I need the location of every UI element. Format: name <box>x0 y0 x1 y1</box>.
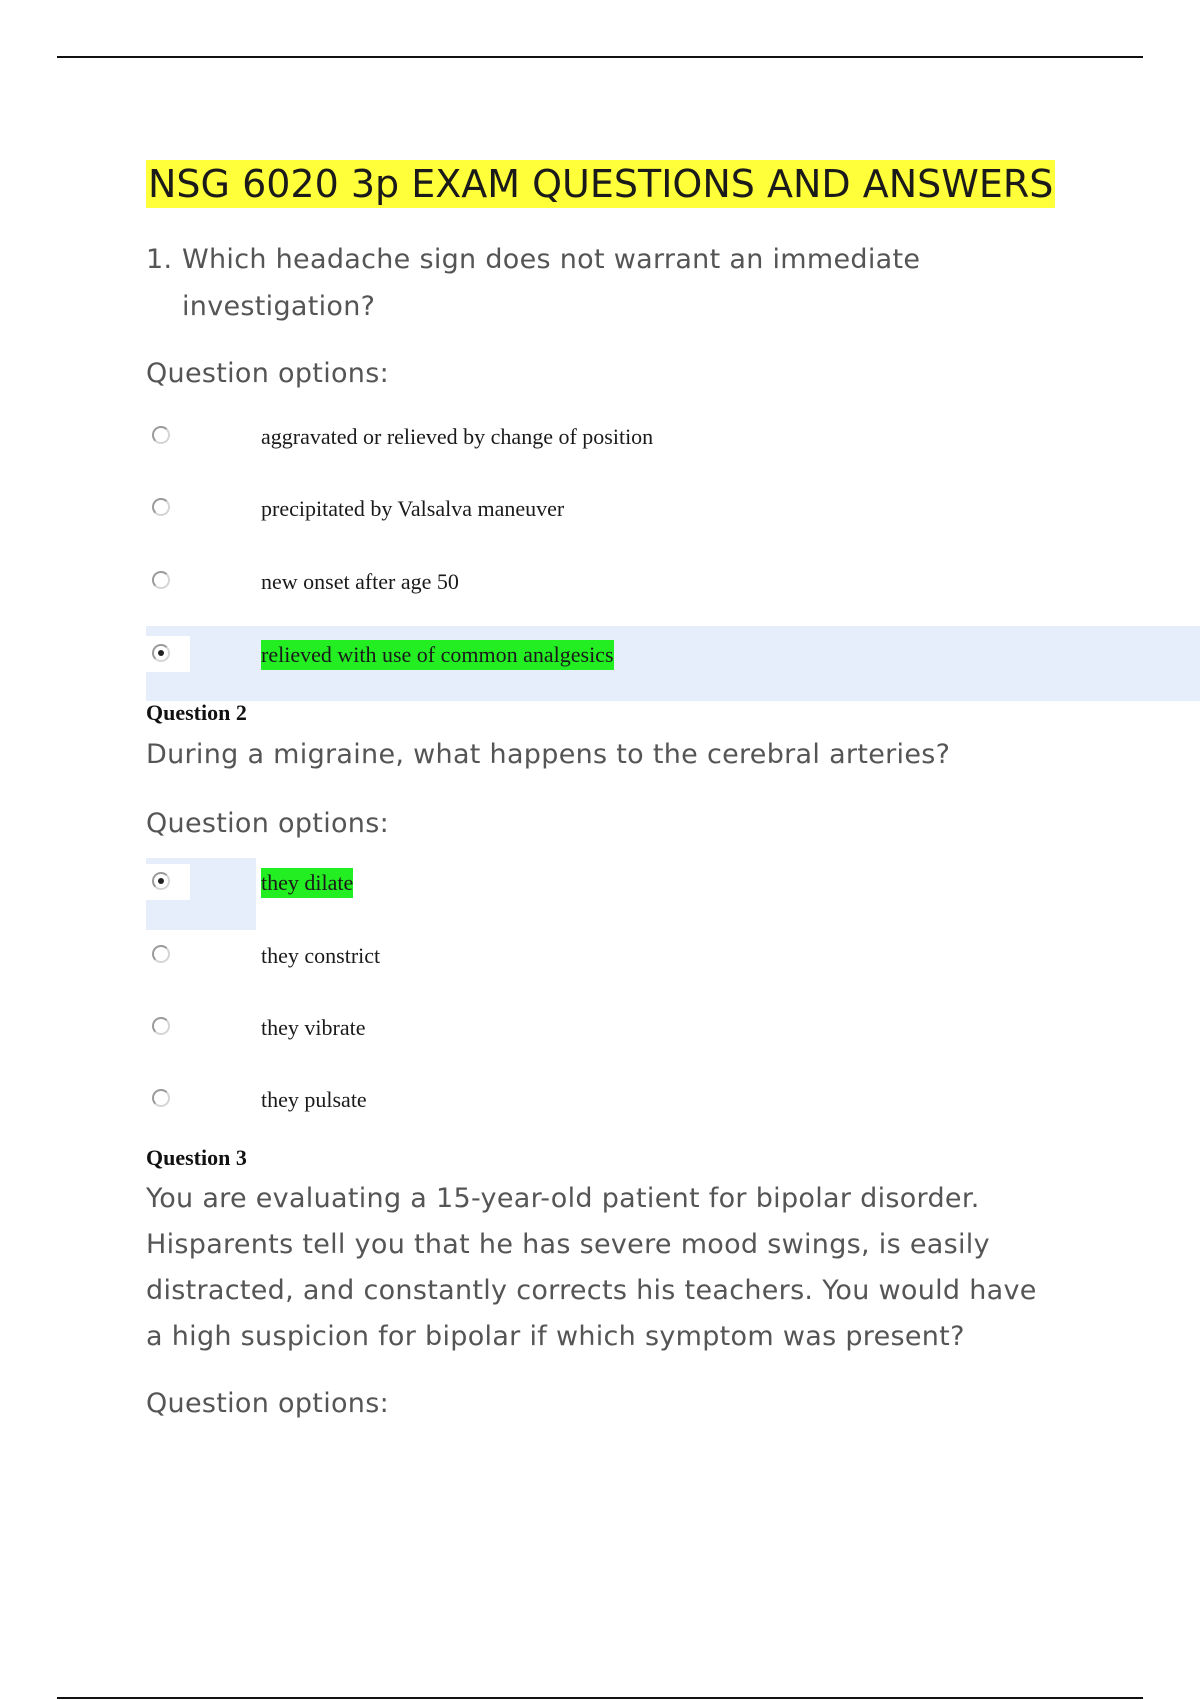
question-1-options-label: Question options: <box>146 358 389 389</box>
question-3-text-line: distracted, and constantly corrects his teachers. You would have <box>146 1275 1037 1306</box>
question-1-text: Which headache sign does not warrant an immediate investigation? <box>182 244 921 322</box>
option-label: aggravated or relieved by change of position <box>261 424 654 449</box>
question-2-options-label: Question options: <box>146 808 389 839</box>
option-label: they constrict <box>261 943 381 968</box>
question-1-option-3[interactable] <box>146 567 1046 603</box>
question-1-option-4[interactable] <box>146 640 1046 676</box>
radio-button[interactable] <box>152 1089 170 1107</box>
question-2-option-3[interactable] <box>146 1013 1046 1049</box>
radio-button[interactable] <box>152 1017 170 1035</box>
question-2-text: During a migraine, what happens to the cerebral arteries? <box>146 739 951 770</box>
question-1 <box>146 236 1046 330</box>
document-title: NSG 6020 3p EXAM QUESTIONS AND ANSWERS <box>148 162 1054 206</box>
radio-button[interactable] <box>152 426 170 444</box>
question-2-option-2[interactable] <box>146 941 1046 977</box>
question-3-text-line: a high suspicion for bipolar if which symptom was present? <box>146 1321 965 1352</box>
bottom-rule <box>57 1697 1143 1699</box>
question-3-text-line: You are evaluating a 15-year-old patient for bipolar disorder. <box>146 1183 980 1214</box>
question-2-option-4[interactable] <box>146 1085 1046 1121</box>
option-label: they vibrate <box>261 1015 366 1040</box>
radio-button[interactable] <box>152 498 170 516</box>
question-3-header: Question 3 <box>146 1145 247 1170</box>
radio-button-selected[interactable] <box>152 872 170 890</box>
option-label: new onset after age 50 <box>261 569 459 594</box>
question-3-text-line: Hisparents tell you that he has severe mood swings, is easily <box>146 1229 990 1260</box>
question-1-number: 1. <box>146 244 173 275</box>
radio-button-selected[interactable] <box>152 644 170 662</box>
radio-button[interactable] <box>152 571 170 589</box>
question-1-option-2[interactable] <box>146 494 1046 530</box>
question-2-header: Question 2 <box>146 700 247 725</box>
question-1-option-1[interactable] <box>146 422 1046 458</box>
correct-answer-label: relieved with use of common analgesics <box>261 640 614 670</box>
question-2-option-1[interactable] <box>146 868 1046 904</box>
question-3-options-label: Question options: <box>146 1388 389 1419</box>
option-label: precipitated by Valsalva maneuver <box>261 496 565 521</box>
option-label: they pulsate <box>261 1087 367 1112</box>
correct-answer-label: they dilate <box>261 868 353 898</box>
top-rule <box>57 56 1143 58</box>
question-3-text <box>146 1176 1096 1360</box>
radio-button[interactable] <box>152 945 170 963</box>
